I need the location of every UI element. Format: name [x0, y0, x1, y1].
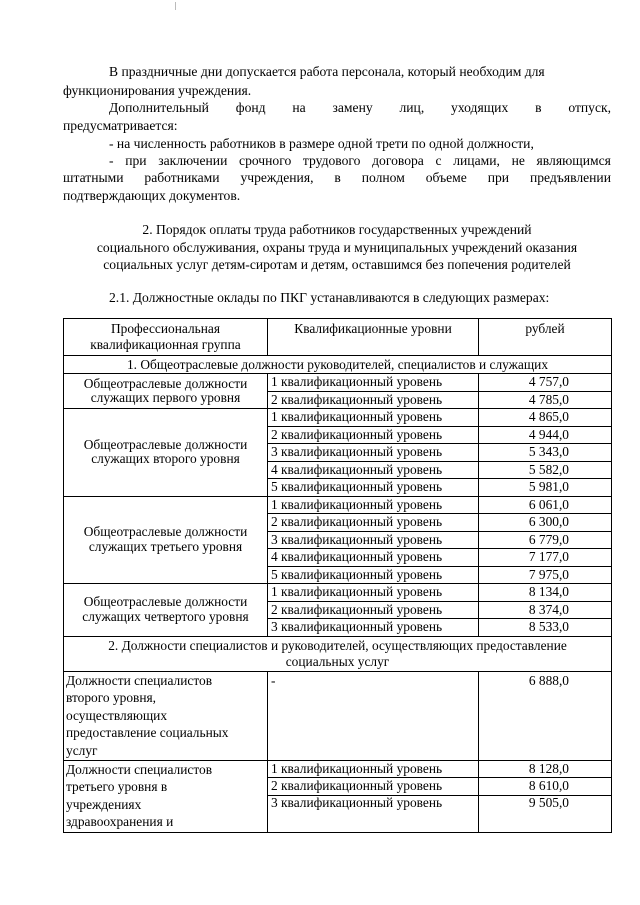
word: при: [487, 170, 510, 185]
word: при: [125, 153, 147, 168]
level-cell: 5 квалификационный уровень: [268, 479, 479, 497]
word: работниками: [144, 170, 220, 185]
group-name: [64, 409, 268, 497]
group-name-line: Должности специалистов: [66, 761, 213, 777]
amount-cell: 5 582,0: [479, 461, 612, 479]
level-cell: 5 квалификационный уровень: [268, 566, 479, 584]
amount-cell: 4 757,0: [479, 374, 612, 392]
amount-cell: 8 134,0: [479, 584, 612, 602]
level-cell: 3 квалификационный уровень: [268, 619, 479, 637]
level-cell: 1 квалификационный уровень: [268, 374, 479, 392]
table-row: [64, 409, 612, 427]
group-name-line: второго уровня,: [66, 690, 157, 705]
word: в: [535, 100, 542, 115]
level-cell: 1 квалификационный уровень: [268, 496, 479, 514]
word: в: [334, 170, 341, 185]
table-intro: 2.1. Должностные оклады по ПКГ устанавливаются в следующих размерах:: [109, 290, 550, 305]
group-name: [64, 374, 268, 409]
holiday-paragraph-line1: В праздничные дни допускается работа персонала, который необходим для: [109, 64, 545, 79]
word: отпуск,: [568, 100, 611, 115]
fund-paragraph-line1: [109, 98, 611, 117]
section-row: [64, 636, 612, 671]
word: с: [435, 153, 442, 168]
amount-cell: 5 981,0: [479, 479, 612, 497]
word: объеме: [425, 170, 467, 185]
table-row: [64, 760, 612, 778]
group-name-line: осуществляющих: [66, 707, 168, 723]
level-cell: 1 квалификационный уровень: [268, 584, 479, 602]
group-name-line: учреждениях: [66, 796, 142, 812]
word: на: [292, 100, 306, 115]
group-name: [64, 760, 268, 832]
group-name-line1: Общеотраслевые должности: [83, 524, 248, 540]
amount-cell: 4 785,0: [479, 391, 612, 409]
amount-cell: 6 300,0: [479, 514, 612, 532]
amount-cell: 6 888,0: [479, 671, 612, 760]
bullet-2-line2: [63, 168, 611, 187]
word: штатными: [63, 170, 124, 185]
level-cell: 3 квалификационный уровень: [268, 531, 479, 549]
amount-cell: 4 865,0: [479, 409, 612, 427]
word: договора: [372, 153, 424, 168]
header-group: [64, 319, 268, 356]
section-heading-line1: 2. Порядок оплаты труда работников государственных учреждений: [142, 222, 532, 237]
section-heading-line2: социального обслуживания, охраны труда и муниципальных учреждений оказания: [96, 240, 578, 255]
amount-cell: 7 975,0: [479, 566, 612, 584]
word: не: [511, 153, 525, 168]
group-name-line1: Общеотраслевые должности: [83, 436, 248, 452]
level-cell: 1 квалификационный уровень: [268, 409, 479, 427]
section-1-title: 1. Общеотраслевые должности руководителей, специалистов и служащих: [64, 356, 612, 374]
group-name: [64, 496, 268, 584]
salary-table: [63, 318, 612, 833]
level-cell: 2 квалификационный уровень: [268, 391, 479, 409]
amount-cell: 6 061,0: [479, 496, 612, 514]
word: фонд: [235, 100, 266, 115]
table-row: [64, 496, 612, 514]
group-name: [64, 584, 268, 637]
word: -: [109, 153, 114, 168]
amount-cell: 8 374,0: [479, 601, 612, 619]
bullet-2-line3: подтверждающих документов.: [63, 188, 241, 203]
fund-paragraph-line2: предусматривается:: [63, 118, 178, 133]
level-cell: 2 квалификационный уровень: [268, 601, 479, 619]
group-name-line: Должности специалистов: [66, 672, 213, 688]
group-name-line: третьего уровня в: [66, 779, 168, 794]
level-cell: 2 квалификационный уровень: [268, 778, 479, 796]
level-cell: 4 квалификационный уровень: [268, 461, 479, 479]
group-name-line: предоставление социальных: [66, 725, 229, 740]
header-levels: Квалификационные уровни: [268, 319, 479, 356]
table-row: [64, 374, 612, 392]
amount-cell: 8 533,0: [479, 619, 612, 637]
level-cell: -: [268, 671, 479, 760]
word: предъявлении: [529, 170, 611, 185]
amount-cell: 8 610,0: [479, 778, 612, 796]
group-name: [64, 671, 268, 760]
group-name-line2: служащих четвертого уровня: [82, 608, 249, 624]
level-cell: 2 квалификационный уровень: [268, 514, 479, 532]
header-group-line2: квалификационная группа: [90, 337, 241, 352]
group-name-line2: служащих первого уровня: [90, 390, 241, 405]
word: полном: [361, 170, 405, 185]
amount-cell: 7 177,0: [479, 549, 612, 567]
header-amount: рублей: [479, 319, 612, 356]
amount-cell: 8 128,0: [479, 760, 612, 778]
amount-cell: 9 505,0: [479, 795, 612, 832]
holiday-paragraph-line2: функционирования учреждения.: [63, 83, 252, 98]
table-row: [64, 584, 612, 602]
amount-cell: 6 779,0: [479, 531, 612, 549]
level-cell: 3 квалификационный уровень: [268, 444, 479, 462]
amount-cell: 5 343,0: [479, 444, 612, 462]
table-row: [64, 671, 612, 760]
section-2-line2: социальных услуг: [285, 653, 390, 669]
word: заключении: [158, 153, 228, 168]
level-cell: 2 квалификационный уровень: [268, 426, 479, 444]
word: лицами,: [453, 153, 500, 168]
bullet-1: - на численность работников в размере одной трети по одной должности,: [109, 136, 534, 151]
amount-cell: 4 944,0: [479, 426, 612, 444]
word: срочного: [239, 153, 292, 168]
word: замену: [332, 100, 373, 115]
level-cell: 3 квалификационный уровень: [268, 795, 479, 832]
group-name-line1: Общеотраслевые должности: [83, 594, 248, 610]
word: уходящих: [451, 100, 509, 115]
table-header-row: [64, 319, 612, 356]
word: трудового: [302, 153, 361, 168]
group-name-line2: служащих второго уровня: [91, 451, 240, 467]
section-row: [64, 356, 612, 374]
word: Дополнительный: [109, 100, 209, 115]
group-name-line2: служащих третьего уровня: [88, 538, 243, 554]
level-cell: 1 квалификационный уровень: [268, 760, 479, 778]
group-name-line1: Общеотраслевые должности: [83, 375, 248, 391]
word: лиц,: [399, 100, 425, 115]
section-heading-line3: социальных услуг детям-сиротам и детям, оставшимся без попечения родителей: [103, 257, 571, 272]
scan-mark: [175, 2, 176, 10]
section-2-title: [64, 636, 612, 671]
word: учреждения,: [240, 170, 314, 185]
word: являющимся: [536, 153, 611, 168]
group-name-line: услуг: [66, 742, 98, 758]
level-cell: 4 квалификационный уровень: [268, 549, 479, 567]
header-group-line1: Профессиональная: [110, 321, 221, 336]
section-2-line1: 2. Должности специалистов и руководителей, осуществляющих предоставление: [108, 637, 567, 653]
group-name-line: здравоохранения и: [66, 814, 174, 829]
